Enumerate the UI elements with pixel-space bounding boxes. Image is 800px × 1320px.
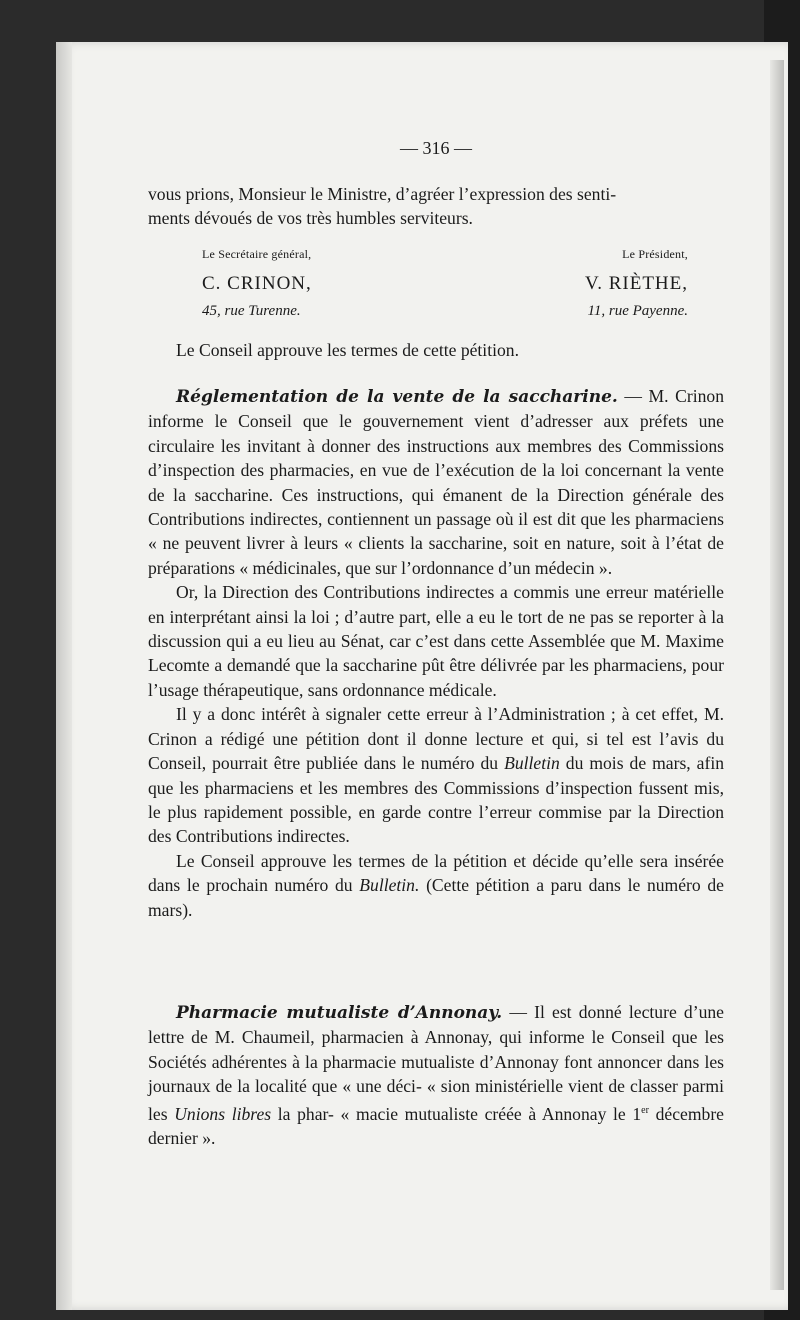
section-annonay-p1-c: décembre dernier ». xyxy=(148,1103,724,1148)
section-saccharine-p3-a: Il y a donc intérêt à signaler cette erreur à l’Administration ; à cet effet, M. Crinon a rédigé une pétition dont il donne lecture et qui, si tel est l’avis du Conseil, pourrait être publiée dans le numéro du xyxy=(148,704,724,774)
approval-text: Le Conseil approuve les termes de cette pétition. xyxy=(176,340,519,360)
page-number: — 316 — xyxy=(400,138,472,158)
section-saccharine-p1-text: — M. Crinon informe le Conseil que le gouvernement vient d’adresser aux préfets une circulaire les invitant à donner des instructions aux membres des Commissions d’inspection des pharmacies, en vue de l’exécution de la loi concernant la vente de la saccharine. Ces instructions, qui émanent de la Direction générale des Contributions indirectes, contiennent un passage où il est dit que les pharmaciens « ne peuvent livrer à leurs « clients la saccharine, soit en nature, soit à l’état de préparations « médicinales, que sur l’ordonnance d’un médecin ». xyxy=(148,386,725,578)
unions-libres-term: Unions libres xyxy=(174,1103,272,1124)
signature-left-name: C. CRINON, xyxy=(202,273,312,295)
superscript-er: er xyxy=(641,1104,649,1116)
section-annonay-heading: Pharmacie mutualiste d’Annonay. xyxy=(176,1003,503,1023)
signature-left xyxy=(148,242,312,323)
section-annonay-p1 xyxy=(148,1000,724,1150)
section-saccharine-p4 xyxy=(148,849,724,922)
signature-right-role: Le Président, xyxy=(622,247,688,261)
signature-right-address: 11, rue Payenne. xyxy=(587,302,688,319)
section-annonay-p1-b: la phar- « macie mutualiste créée à Annonay le 1 xyxy=(277,1103,642,1124)
signature-right xyxy=(585,242,724,323)
closing-paragraph xyxy=(148,182,724,231)
signature-left-address: 45, rue Turenne. xyxy=(202,302,301,319)
bulletin-title-2: Bulletin. xyxy=(359,875,420,896)
signature-left-role: Le Secrétaire général, xyxy=(202,247,312,261)
signature-block xyxy=(148,242,724,323)
bulletin-title-1: Bulletin xyxy=(504,753,560,774)
closing-line-1: vous prions, Monsieur le Ministre, d’agréer l’expression des senti- xyxy=(148,184,617,204)
section-saccharine-p3-b: du mois de mars, afin que les pharmaciens et les membres des Commissions d’inspection fussent mis, le plus rapidement possible, en garde contre l’erreur commise par la Direction des Contributions indirectes. xyxy=(148,753,725,847)
section-saccharine-p2: Or, la Direction des Contributions indirectes a commis une erreur matérielle en interprétant ainsi la loi ; d’autre part, elle a eu le tort de ne pas se reporter à la discussion qui a eu lieu au Sénat, car c’est dans cette Assemblée que M. Maxime Lecomte a demandé que la saccharine pût être délivrée par les pharmaciens, pour l’usage thérapeutique, sans ordonnance médicale. xyxy=(148,582,724,700)
section-saccharine-p4-a: Le Conseil approuve les termes de la pétition et décide qu’elle sera insérée dans le prochain numéro du xyxy=(148,850,724,896)
approval-line xyxy=(148,338,724,362)
section-saccharine-p1 xyxy=(148,384,724,580)
section-saccharine-heading: Réglementation de la vente de la saccharine. xyxy=(176,387,618,407)
section-annonay-p1-a: — Il est donné lecture d’une lettre de M. Chaumeil, pharmacien à Annonay, qui informe le Conseil que les Sociétés adhérentes à la pharmacie mutualiste d’Annonay font annoncer dans les journaux de la localité que « une déci- « sion ministérielle vient de classer parmi les xyxy=(148,1002,724,1124)
section-saccharine-p4-b: (Cette pétition a paru dans le numéro de mars). xyxy=(148,875,724,920)
closing-line-2: ments dévoués de vos très humbles serviteurs. xyxy=(148,208,473,229)
page-gutter xyxy=(56,42,72,1310)
section-saccharine xyxy=(148,384,724,922)
signature-right-name: V. RIÈTHE, xyxy=(584,273,688,295)
page-edge xyxy=(770,60,784,1290)
section-saccharine-p3 xyxy=(148,702,724,848)
section-annonay xyxy=(148,1000,724,1150)
